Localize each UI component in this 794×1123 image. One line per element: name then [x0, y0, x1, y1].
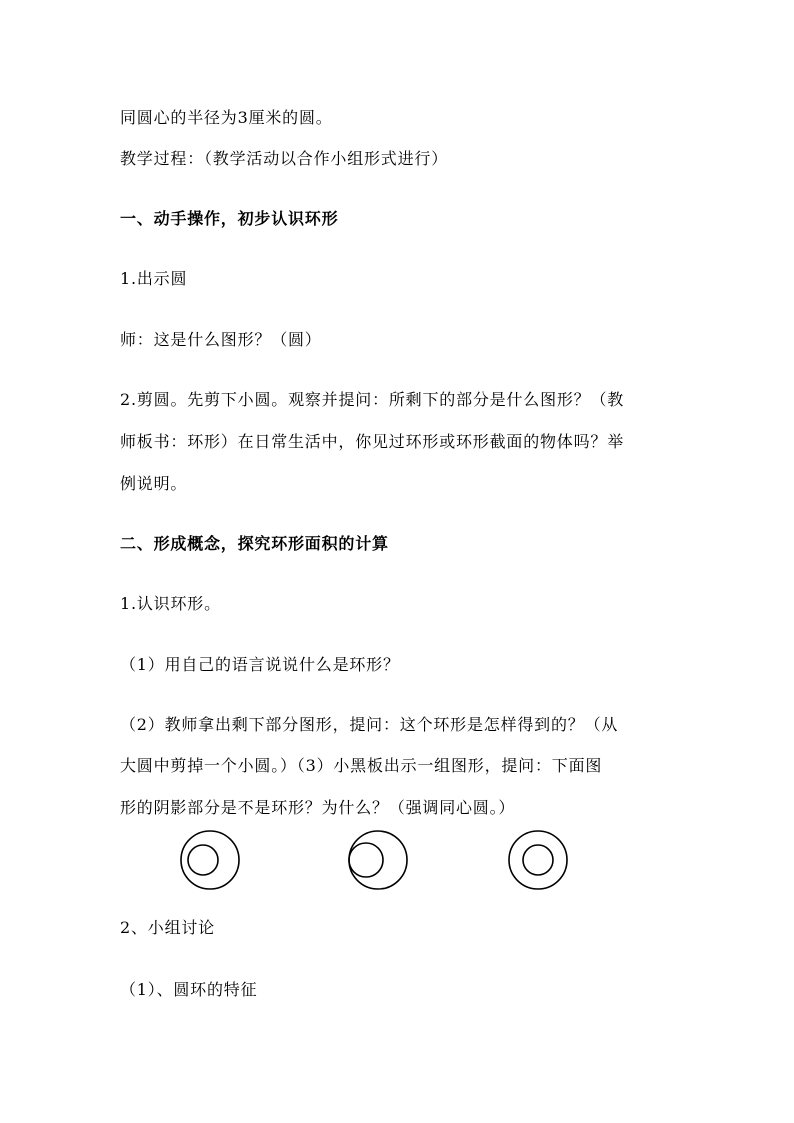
- concentric-ring-figure: [509, 831, 567, 889]
- text-line-16: （1）、圆环的特征: [120, 980, 258, 999]
- outer-circle: [181, 831, 239, 889]
- inner-circle: [523, 845, 553, 875]
- text-line-7: 师板书：环形）在日常生活中，你见过环形或环形截面的物体吗？举: [120, 432, 625, 451]
- non-concentric-ring-figure: [181, 831, 239, 889]
- text-line-11: （1）用自己的语言说说什么是环形？: [120, 655, 400, 674]
- text-line-15: 2、小组讨论: [120, 918, 215, 937]
- section-heading-2: 二、形成概念，探究环形面积的计算: [120, 534, 389, 553]
- text-line-12: （2）教师拿出剩下部分图形，提问：这个环形是怎样得到的？（从: [120, 715, 619, 734]
- inner-circle: [349, 843, 383, 877]
- tangent-circles-figure: [349, 831, 407, 889]
- outer-circle: [349, 831, 407, 889]
- text-line-10: 1.认识环形。: [120, 594, 221, 613]
- text-line-6: 2.剪圆。先剪下小圆。观察并提问：所剩下的部分是什么图形？（教: [120, 390, 625, 409]
- text-line-8: 例说明。: [120, 474, 188, 493]
- text-line-2: 教学过程：（教学活动以合作小组形式进行）: [120, 149, 449, 168]
- text-line-4: 1.出示圆: [120, 269, 188, 288]
- section-heading-1: 一、动手操作，初步认识环形: [120, 209, 339, 228]
- text-line-14: 形的阴影部分是不是环形？为什么？（强调同心圆。）: [120, 798, 516, 817]
- ring-figures: [170, 828, 590, 898]
- text-line-1: 同圆心的半径为3厘米的圆。: [120, 108, 333, 127]
- text-line-13: 大圆中剪掉一个小圆。）（3）小黑板出示一组图形，提问：下面图: [120, 756, 603, 775]
- text-line-5: 师：这是什么图形？（圆）: [120, 330, 322, 349]
- outer-circle: [509, 831, 567, 889]
- inner-circle: [188, 845, 218, 875]
